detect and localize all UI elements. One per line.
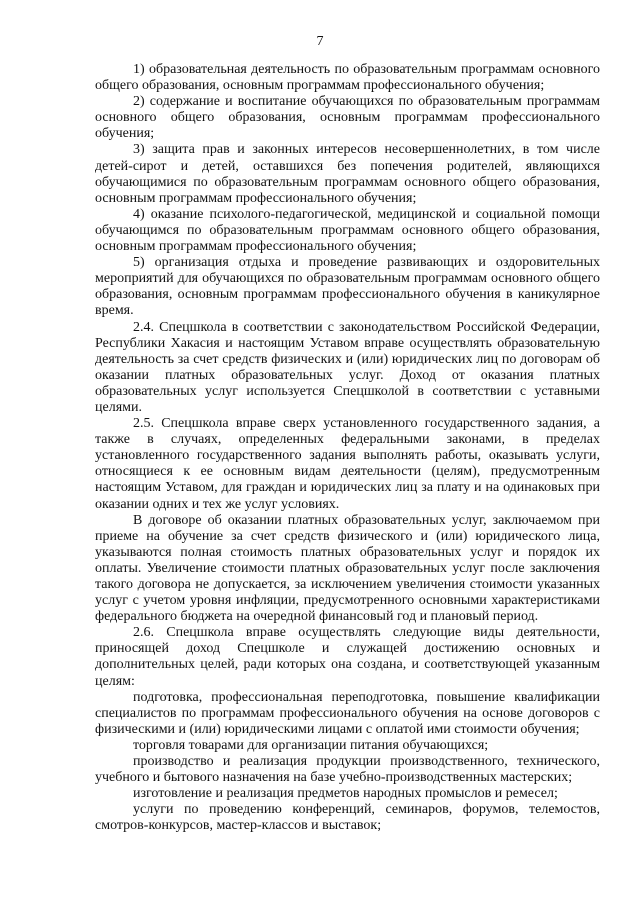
list-item-3: 3) защита прав и законных интересов несовершеннолетних, в том числе детей-сирот и детей, оставшихся без попечения родителей, являющихся обучающимися по образовательным программам основного общего образования, основным программам профессионального обучения; (95, 142, 600, 206)
clause-2-6: 2.6. Спецшкола вправе осуществлять следующие виды деятельности, приносящей доход Спецшколе и служащей достижению основных и дополнительных целей, ради которых она создана, и соответствующей указанным целям: (95, 625, 600, 689)
paid-services-contract-paragraph: В договоре об оказании платных образовательных услуг, заключаемом при приеме на обучение за счет средств физического и (или) юридического лица, указываются полная стоимость платных образовательных услуг и порядок их оплаты. Увеличение стоимости платных образовательных услуг после заключения такого договора не допускается, за исключением увеличения стоимости указанных услуг с учетом уровня инфляции, предусмотренного основными характеристиками федерального бюджета на очередной финансовый год и плановый период. (95, 512, 600, 625)
activity-crafts: изготовление и реализация предметов народных промыслов и ремесел; (133, 786, 558, 802)
page-number: 7 (316, 34, 324, 49)
list-item-5: 5) организация отдыха и проведение развивающих и оздоровительных мероприятий для обучающихся по образовательным программам основного общего образования, основным программам профессионального обучения в каникулярное время. (95, 255, 600, 319)
list-item-4: 4) оказание психолого-педагогической, медицинской и социальной помощи обучающимся по образовательным программам основного общего образования, основным программам профессионального обучения; (95, 206, 600, 255)
activity-production: производство и реализация продукции производственного, технического, учебного и бытового назначения на базе учебно-производственных мастерских; (95, 754, 600, 786)
list-item-2: 2) содержание и воспитание обучающихся по образовательным программам основного общего образования, основным программам профессионального обучения; (95, 94, 600, 142)
activity-training: подготовка, профессиональная переподготовка, повышение квалификации специалистов по программам профессионального обучения на основе договоров с физическими и (или) юридическими лицами с оплатой ими стоимости обучения; (95, 689, 600, 737)
clause-2-5: 2.5. Спецшкола вправе сверх установленного государственного задания, а также в случаях, определенных федеральными законами, в пределах установленного государственного задания выполнять работы, оказывать услуги, относящиеся к ее основным видам деятельности (целям), предусмотренным настоящим Уставом, для граждан и юридических лиц за плату и на одинаковых при оказании одних и тех же услуг условиях. (95, 416, 600, 512)
activity-trade: торговля товарами для организации питания обучающихся; (133, 737, 489, 753)
clause-2-4: 2.4. Спецшкола в соответствии с законодательством Российской Федерации, Республики Хакасия и настоящим Уставом вправе осуществлять образовательную деятельность за счет средств физических и (или) юридических лиц по договорам об оказании платных образовательных услуг. Доход от оказания платных образовательных услуг используется Спецшколой в соответствии с уставными целями. (95, 319, 600, 415)
document-body (95, 62, 600, 835)
list-item-1: 1) образовательная деятельность по образовательным программам основного общего образования, основным программам профессионального обучения; (95, 62, 600, 94)
activity-events: услуги по проведению конференций, семинаров, форумов, телемостов, смотров-конкурсов, мастер-классов и выставок; (95, 802, 600, 834)
